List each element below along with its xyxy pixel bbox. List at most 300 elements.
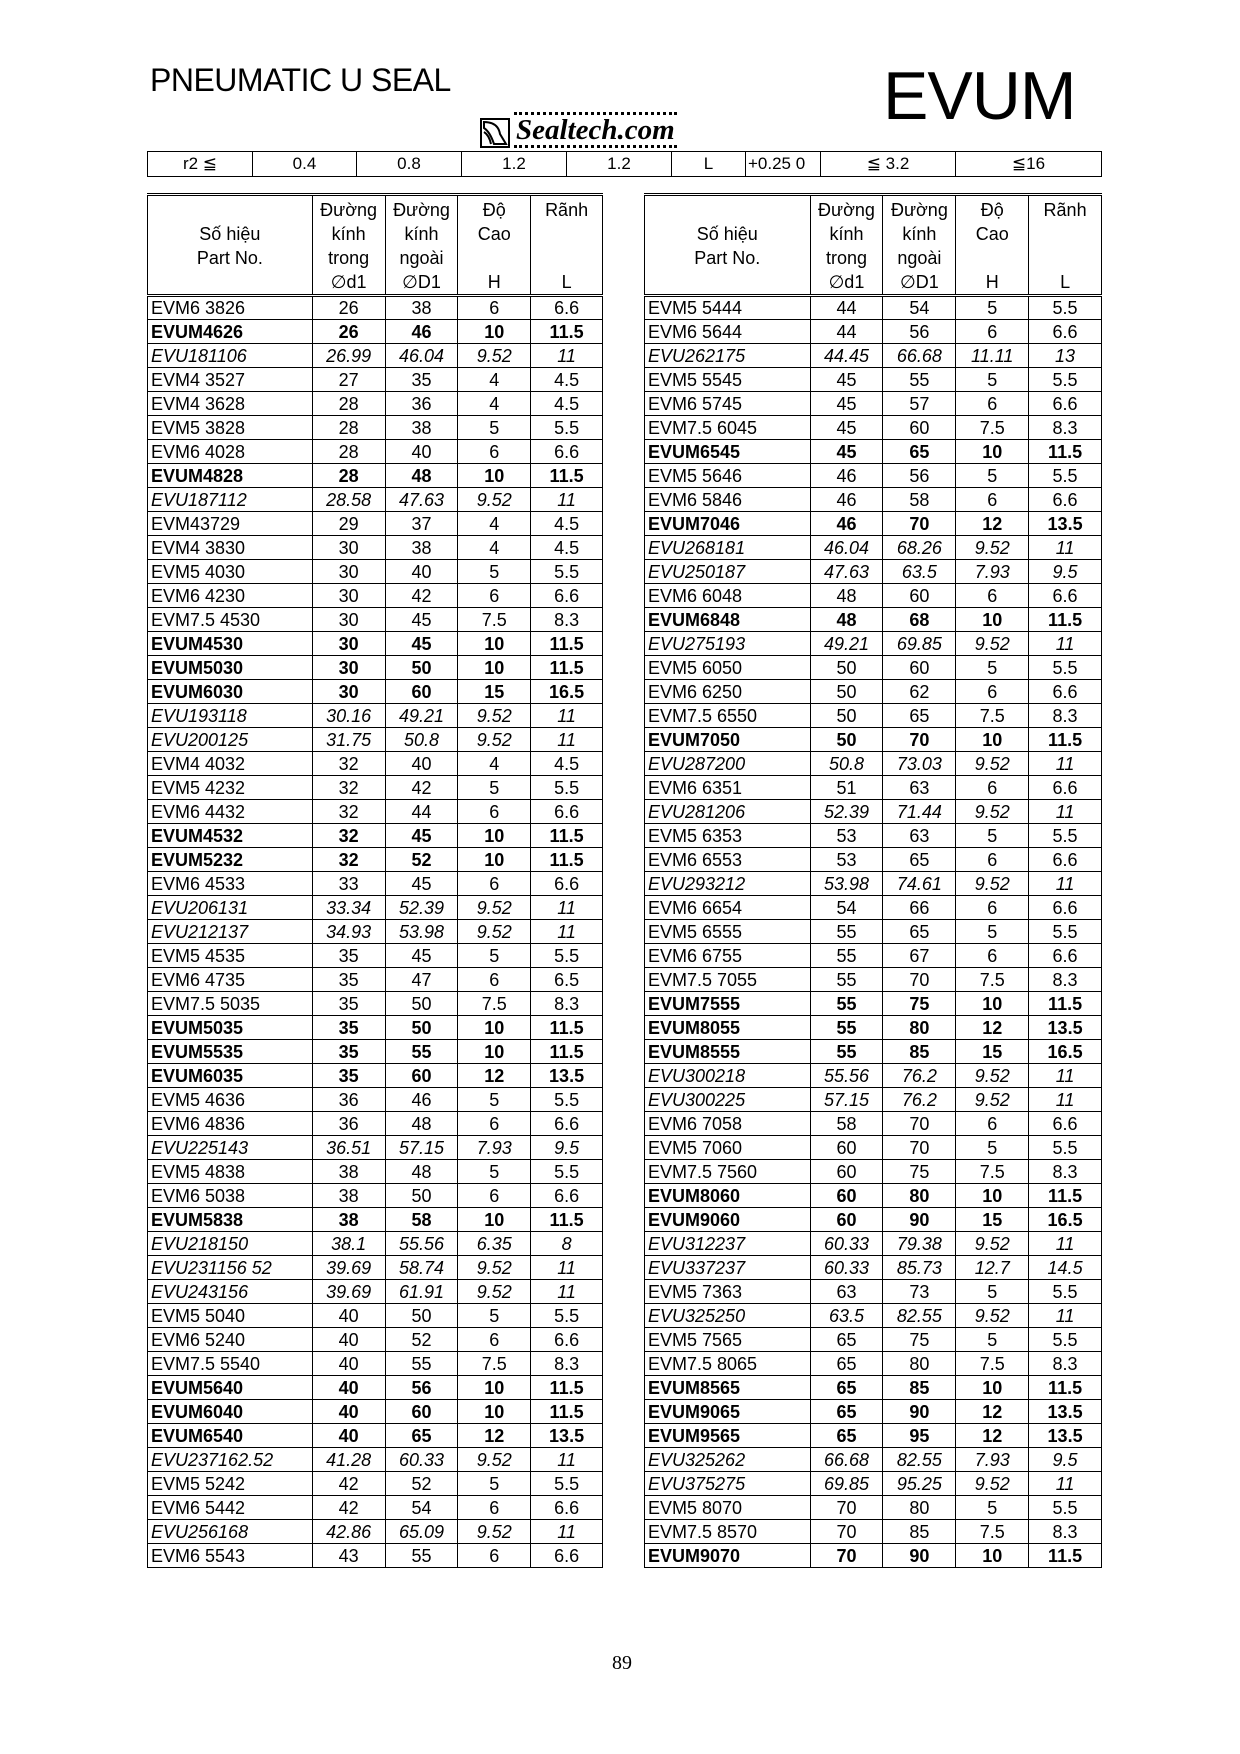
cell-outer-diameter: 45 — [385, 632, 458, 656]
table-row — [148, 920, 603, 944]
cell-outer-diameter: 82.55 — [883, 1304, 956, 1328]
table-row — [148, 1112, 603, 1136]
cell-part-no: EVM6 6553 — [645, 848, 811, 872]
cell-groove: 8.3 — [1029, 416, 1102, 440]
table-row — [148, 488, 603, 512]
cell-height: 4 — [458, 752, 531, 776]
cell-inner-diameter: 30 — [312, 608, 385, 632]
table-row — [645, 920, 1102, 944]
cell-outer-diameter: 80 — [883, 1496, 956, 1520]
cell-outer-diameter: 50 — [385, 1184, 458, 1208]
table-row — [148, 1136, 603, 1160]
cell-outer-diameter: 56 — [385, 1376, 458, 1400]
cell-part-no: EVM6 5240 — [148, 1328, 313, 1352]
cell-outer-diameter: 60 — [883, 656, 956, 680]
cell-height: 5 — [458, 1472, 531, 1496]
cell-outer-diameter: 55 — [385, 1040, 458, 1064]
cell-height: 5 — [458, 416, 531, 440]
cell-height: 9.52 — [956, 1232, 1029, 1256]
cell-inner-diameter: 36.51 — [312, 1136, 385, 1160]
table-row — [645, 632, 1102, 656]
table-row — [148, 1472, 603, 1496]
table-row — [645, 872, 1102, 896]
cell-outer-diameter: 55 — [883, 368, 956, 392]
table-row — [645, 1160, 1102, 1184]
cell-height: 9.52 — [458, 1256, 531, 1280]
sealtech-logo-text: Sealtech.com — [516, 114, 675, 146]
cell-inner-diameter: 60.33 — [810, 1256, 883, 1280]
cell-part-no: EVM7.5 7055 — [645, 968, 811, 992]
cell-inner-diameter: 50 — [810, 680, 883, 704]
cell-groove: 6.6 — [1029, 320, 1102, 344]
cell-inner-diameter: 42 — [312, 1496, 385, 1520]
cell-outer-diameter: 52 — [385, 848, 458, 872]
cell-outer-diameter: 65 — [385, 1424, 458, 1448]
cell-part-no: EVUM9070 — [645, 1544, 811, 1568]
cell-groove: 8.3 — [1029, 1160, 1102, 1184]
cell-part-no: EVUM8060 — [645, 1184, 811, 1208]
cell-groove: 11.5 — [531, 1040, 603, 1064]
cell-groove: 11.5 — [531, 1208, 603, 1232]
table-row — [645, 1208, 1102, 1232]
table-row — [148, 1160, 603, 1184]
cell-inner-diameter: 32 — [312, 776, 385, 800]
cell-height: 9.52 — [458, 704, 531, 728]
cell-groove: 11 — [531, 1520, 603, 1544]
cell-part-no: EVUM7555 — [645, 992, 811, 1016]
cell-height: 6 — [956, 488, 1029, 512]
cell-outer-diameter: 44 — [385, 800, 458, 824]
cell-part-no: EVUM8565 — [645, 1376, 811, 1400]
cell-inner-diameter: 35 — [312, 944, 385, 968]
cell-groove: 11.5 — [1029, 1544, 1102, 1568]
table-row — [645, 1424, 1102, 1448]
cell-height: 6 — [458, 800, 531, 824]
cell-height: 10 — [458, 824, 531, 848]
table-row — [148, 392, 603, 416]
cell-height: 15 — [956, 1208, 1029, 1232]
cell-groove: 11.5 — [531, 824, 603, 848]
cell-height: 9.52 — [458, 488, 531, 512]
cell-inner-diameter: 30 — [312, 632, 385, 656]
cell-height: 7.5 — [458, 608, 531, 632]
cell-outer-diameter: 68 — [883, 608, 956, 632]
cell-outer-diameter: 37 — [385, 512, 458, 536]
cell-outer-diameter: 36 — [385, 392, 458, 416]
table-row — [645, 728, 1102, 752]
cell-height: 9.52 — [458, 896, 531, 920]
cell-outer-diameter: 52 — [385, 1328, 458, 1352]
table-row — [645, 1112, 1102, 1136]
cell-outer-diameter: 58 — [385, 1208, 458, 1232]
cell-part-no: EVUM9060 — [645, 1208, 811, 1232]
cell-inner-diameter: 26 — [312, 320, 385, 344]
cell-inner-diameter: 48 — [810, 608, 883, 632]
cell-outer-diameter: 56 — [883, 320, 956, 344]
cell-outer-diameter: 80 — [883, 1016, 956, 1040]
table-row — [148, 1040, 603, 1064]
cell-groove: 5.5 — [1029, 1280, 1102, 1304]
table-row — [148, 632, 603, 656]
cell-groove: 5.5 — [531, 1160, 603, 1184]
cell-inner-diameter: 35 — [312, 1016, 385, 1040]
cell-groove: 13.5 — [1029, 512, 1102, 536]
table-row — [645, 344, 1102, 368]
cell-inner-diameter: 55 — [810, 944, 883, 968]
cell-groove: 11.5 — [1029, 728, 1102, 752]
table-row — [645, 1376, 1102, 1400]
header-inner-diameter: Đường kính trong ∅d1 — [810, 195, 883, 296]
cell-height: 4 — [458, 392, 531, 416]
cell-inner-diameter: 39.69 — [312, 1256, 385, 1280]
cell-outer-diameter: 40 — [385, 440, 458, 464]
cell-groove: 5.5 — [1029, 824, 1102, 848]
cell-part-no: EVU181106 — [148, 344, 313, 368]
cell-inner-diameter: 44 — [810, 296, 883, 320]
cell-inner-diameter: 40 — [312, 1424, 385, 1448]
cell-inner-diameter: 55.56 — [810, 1064, 883, 1088]
cell-inner-diameter: 26 — [312, 296, 385, 320]
header-outer-diameter: Đường kính ngoài ∅D1 — [385, 195, 458, 296]
cell-outer-diameter: 40 — [385, 560, 458, 584]
cell-groove: 6.6 — [1029, 944, 1102, 968]
cell-part-no: EVM5 4030 — [148, 560, 313, 584]
cell-inner-diameter: 70 — [810, 1520, 883, 1544]
cell-height: 6 — [458, 440, 531, 464]
cell-groove: 6.6 — [1029, 848, 1102, 872]
table-row — [148, 848, 603, 872]
table-row — [148, 1280, 603, 1304]
cell-inner-diameter: 66.68 — [810, 1448, 883, 1472]
table-row — [148, 752, 603, 776]
spec-cell: +0.25 0 — [746, 152, 821, 176]
cell-part-no: EVU206131 — [148, 896, 313, 920]
cell-part-no: EVM5 5040 — [148, 1304, 313, 1328]
cell-groove: 11.5 — [531, 464, 603, 488]
cell-height: 9.52 — [956, 1304, 1029, 1328]
cell-groove: 11 — [1029, 1088, 1102, 1112]
cell-height: 10 — [458, 1016, 531, 1040]
cell-outer-diameter: 63 — [883, 824, 956, 848]
cell-height: 6 — [458, 296, 531, 320]
cell-inner-diameter: 36 — [312, 1112, 385, 1136]
cell-part-no: EVM7.5 7560 — [645, 1160, 811, 1184]
cell-inner-diameter: 45 — [810, 416, 883, 440]
cell-groove: 11.5 — [1029, 608, 1102, 632]
table-row — [148, 1232, 603, 1256]
cell-inner-diameter: 60.33 — [810, 1232, 883, 1256]
cell-inner-diameter: 33.34 — [312, 896, 385, 920]
cell-groove: 16.5 — [1029, 1040, 1102, 1064]
cell-outer-diameter: 66 — [883, 896, 956, 920]
cell-groove: 8.3 — [531, 992, 603, 1016]
cell-groove: 6.6 — [531, 296, 603, 320]
table-row — [645, 560, 1102, 584]
cell-outer-diameter: 71.44 — [883, 800, 956, 824]
cell-height: 6 — [458, 584, 531, 608]
cell-outer-diameter: 73.03 — [883, 752, 956, 776]
cell-part-no: EVM7.5 4530 — [148, 608, 313, 632]
table-row — [645, 704, 1102, 728]
cell-height: 6.35 — [458, 1232, 531, 1256]
cell-inner-diameter: 65 — [810, 1400, 883, 1424]
cell-inner-diameter: 55 — [810, 920, 883, 944]
table-row — [148, 680, 603, 704]
cell-outer-diameter: 63 — [883, 776, 956, 800]
cell-inner-diameter: 70 — [810, 1544, 883, 1568]
header-height: Độ Cao H — [458, 195, 531, 296]
cell-inner-diameter: 50.8 — [810, 752, 883, 776]
cell-part-no: EVM6 7058 — [645, 1112, 811, 1136]
cell-part-no: EVUM4828 — [148, 464, 313, 488]
cell-part-no: EVM7.5 6045 — [645, 416, 811, 440]
cell-groove: 8.3 — [1029, 968, 1102, 992]
spec-cell: 1.2 — [462, 152, 567, 176]
cell-part-no: EVUM4532 — [148, 824, 313, 848]
cell-groove: 6.6 — [1029, 896, 1102, 920]
cell-inner-diameter: 35 — [312, 968, 385, 992]
cell-height: 6 — [956, 320, 1029, 344]
cell-height: 7.5 — [956, 1520, 1029, 1544]
cell-height: 10 — [458, 656, 531, 680]
cell-outer-diameter: 85 — [883, 1376, 956, 1400]
table-row — [645, 1448, 1102, 1472]
table-row — [148, 1400, 603, 1424]
cell-height: 4 — [458, 536, 531, 560]
header-part-no: Số hiệu Part No. — [645, 195, 811, 296]
cell-inner-diameter: 28 — [312, 464, 385, 488]
table-row — [148, 464, 603, 488]
table-row — [148, 512, 603, 536]
cell-outer-diameter: 45 — [385, 824, 458, 848]
cell-groove: 5.5 — [1029, 296, 1102, 320]
table-row — [148, 368, 603, 392]
cell-outer-diameter: 50.8 — [385, 728, 458, 752]
cell-groove: 5.5 — [531, 1088, 603, 1112]
cell-inner-diameter: 36 — [312, 1088, 385, 1112]
cell-outer-diameter: 47 — [385, 968, 458, 992]
table-row — [148, 1448, 603, 1472]
cell-groove: 5.5 — [1029, 1328, 1102, 1352]
table-row — [645, 1496, 1102, 1520]
cell-part-no: EVM6 5442 — [148, 1496, 313, 1520]
cell-height: 5 — [956, 1136, 1029, 1160]
cell-part-no: EVM7.5 5540 — [148, 1352, 313, 1376]
cell-height: 10 — [956, 1544, 1029, 1568]
cell-groove: 13.5 — [531, 1424, 603, 1448]
cell-outer-diameter: 42 — [385, 584, 458, 608]
cell-inner-diameter: 46 — [810, 464, 883, 488]
cell-part-no: EVM4 3830 — [148, 536, 313, 560]
cell-inner-diameter: 55 — [810, 968, 883, 992]
cell-part-no: EVU268181 — [645, 536, 811, 560]
table-row — [645, 1256, 1102, 1280]
cell-height: 6 — [956, 1112, 1029, 1136]
cell-groove: 11 — [531, 728, 603, 752]
table-header-row — [645, 195, 1102, 296]
table-row — [645, 848, 1102, 872]
cell-inner-diameter: 65 — [810, 1328, 883, 1352]
cell-groove: 11 — [531, 488, 603, 512]
cell-inner-diameter: 51 — [810, 776, 883, 800]
cell-groove: 6.6 — [531, 584, 603, 608]
cell-part-no: EVM7.5 8065 — [645, 1352, 811, 1376]
cell-groove: 6.6 — [531, 1496, 603, 1520]
cell-inner-diameter: 28 — [312, 416, 385, 440]
table-row — [645, 608, 1102, 632]
cell-inner-diameter: 48 — [810, 584, 883, 608]
cell-groove: 5.5 — [1029, 1136, 1102, 1160]
cell-inner-diameter: 28 — [312, 392, 385, 416]
cell-groove: 11.5 — [531, 1016, 603, 1040]
cell-part-no: EVU237162.52 — [148, 1448, 313, 1472]
cell-height: 7.5 — [956, 1352, 1029, 1376]
cell-height: 10 — [956, 440, 1029, 464]
cell-height: 5 — [956, 1496, 1029, 1520]
cell-outer-diameter: 65.09 — [385, 1520, 458, 1544]
table-row — [148, 416, 603, 440]
cell-groove: 11 — [531, 896, 603, 920]
table-row — [148, 872, 603, 896]
cell-outer-diameter: 50 — [385, 1016, 458, 1040]
cell-height: 6 — [458, 1328, 531, 1352]
cell-height: 10 — [458, 1040, 531, 1064]
cell-groove: 11 — [1029, 1232, 1102, 1256]
cell-outer-diameter: 60 — [385, 680, 458, 704]
cell-height: 7.93 — [956, 1448, 1029, 1472]
cell-groove: 9.5 — [1029, 560, 1102, 584]
cell-inner-diameter: 60 — [810, 1136, 883, 1160]
cell-part-no: EVUM6540 — [148, 1424, 313, 1448]
cell-part-no: EVM6 4735 — [148, 968, 313, 992]
cell-part-no: EVU187112 — [148, 488, 313, 512]
cell-outer-diameter: 85.73 — [883, 1256, 956, 1280]
cell-outer-diameter: 70 — [883, 512, 956, 536]
cell-groove: 8.3 — [1029, 1520, 1102, 1544]
cell-height: 10 — [458, 464, 531, 488]
cell-groove: 6.6 — [1029, 680, 1102, 704]
cell-part-no: EVU287200 — [645, 752, 811, 776]
cell-part-no: EVM6 4028 — [148, 440, 313, 464]
cell-part-no: EVM5 5242 — [148, 1472, 313, 1496]
cell-outer-diameter: 65 — [883, 848, 956, 872]
cell-outer-diameter: 66.68 — [883, 344, 956, 368]
cell-groove: 8 — [531, 1232, 603, 1256]
cell-part-no: EVUM5030 — [148, 656, 313, 680]
table-row — [148, 1088, 603, 1112]
cell-inner-diameter: 32 — [312, 800, 385, 824]
cell-groove: 16.5 — [1029, 1208, 1102, 1232]
cell-part-no: EVM6 5745 — [645, 392, 811, 416]
cell-inner-diameter: 65 — [810, 1376, 883, 1400]
cell-height: 10 — [458, 320, 531, 344]
table-row — [148, 800, 603, 824]
table-row — [148, 440, 603, 464]
cell-inner-diameter: 53 — [810, 848, 883, 872]
cell-part-no: EVM7.5 6550 — [645, 704, 811, 728]
table-row — [645, 752, 1102, 776]
cell-groove: 6.6 — [1029, 776, 1102, 800]
table-row — [148, 1544, 603, 1568]
table-row — [645, 680, 1102, 704]
cell-outer-diameter: 65 — [883, 920, 956, 944]
cell-height: 9.52 — [458, 344, 531, 368]
cell-groove: 8.3 — [531, 1352, 603, 1376]
table-row — [645, 536, 1102, 560]
cell-groove: 6.6 — [1029, 584, 1102, 608]
cell-inner-diameter: 29 — [312, 512, 385, 536]
cell-outer-diameter: 67 — [883, 944, 956, 968]
cell-height: 6 — [956, 848, 1029, 872]
cell-part-no: EVU300225 — [645, 1088, 811, 1112]
header-height: Độ Cao H — [956, 195, 1029, 296]
cell-inner-diameter: 60 — [810, 1160, 883, 1184]
cell-part-no: EVU200125 — [148, 728, 313, 752]
parts-table-right — [644, 193, 1102, 1568]
cell-height: 9.52 — [956, 1088, 1029, 1112]
cell-outer-diameter: 50 — [385, 992, 458, 1016]
cell-part-no: EVM5 5646 — [645, 464, 811, 488]
cell-groove: 4.5 — [531, 536, 603, 560]
cell-part-no: EVM5 4535 — [148, 944, 313, 968]
cell-part-no: EVM5 3828 — [148, 416, 313, 440]
cell-part-no: EVUM7046 — [645, 512, 811, 536]
cell-outer-diameter: 90 — [883, 1544, 956, 1568]
cell-height: 9.52 — [458, 920, 531, 944]
cell-inner-diameter: 27 — [312, 368, 385, 392]
cell-inner-diameter: 55 — [810, 992, 883, 1016]
cell-part-no: EVU243156 — [148, 1280, 313, 1304]
cell-outer-diameter: 53.98 — [385, 920, 458, 944]
cell-part-no: EVM6 3826 — [148, 296, 313, 320]
cell-groove: 11 — [1029, 752, 1102, 776]
cell-outer-diameter: 79.38 — [883, 1232, 956, 1256]
cell-part-no: EVM4 3527 — [148, 368, 313, 392]
cell-inner-diameter: 38.1 — [312, 1232, 385, 1256]
cell-outer-diameter: 40 — [385, 752, 458, 776]
table-row — [645, 1304, 1102, 1328]
cell-part-no: EVUM8555 — [645, 1040, 811, 1064]
table-row — [645, 776, 1102, 800]
table-row — [645, 968, 1102, 992]
table-row — [645, 392, 1102, 416]
table-row — [148, 344, 603, 368]
cell-groove: 11.5 — [531, 656, 603, 680]
cell-height: 15 — [956, 1040, 1029, 1064]
cell-height: 7.93 — [458, 1136, 531, 1160]
cell-height: 5 — [956, 296, 1029, 320]
cell-outer-diameter: 55.56 — [385, 1232, 458, 1256]
table-row — [645, 440, 1102, 464]
cell-groove: 6.6 — [1029, 392, 1102, 416]
cell-inner-diameter: 40 — [312, 1376, 385, 1400]
cell-outer-diameter: 85 — [883, 1520, 956, 1544]
cell-part-no: EVM5 5444 — [645, 296, 811, 320]
cell-outer-diameter: 50 — [385, 1304, 458, 1328]
table-row — [148, 1016, 603, 1040]
table-row — [645, 944, 1102, 968]
cell-height: 10 — [458, 1376, 531, 1400]
cell-part-no: EVM6 6351 — [645, 776, 811, 800]
cell-groove: 6.6 — [531, 1112, 603, 1136]
cell-height: 6 — [458, 1184, 531, 1208]
cell-outer-diameter: 55 — [385, 1352, 458, 1376]
cell-inner-diameter: 40 — [312, 1352, 385, 1376]
cell-height: 7.5 — [956, 1160, 1029, 1184]
table-row — [645, 1232, 1102, 1256]
cell-height: 7.5 — [458, 1352, 531, 1376]
cell-inner-diameter: 30 — [312, 536, 385, 560]
